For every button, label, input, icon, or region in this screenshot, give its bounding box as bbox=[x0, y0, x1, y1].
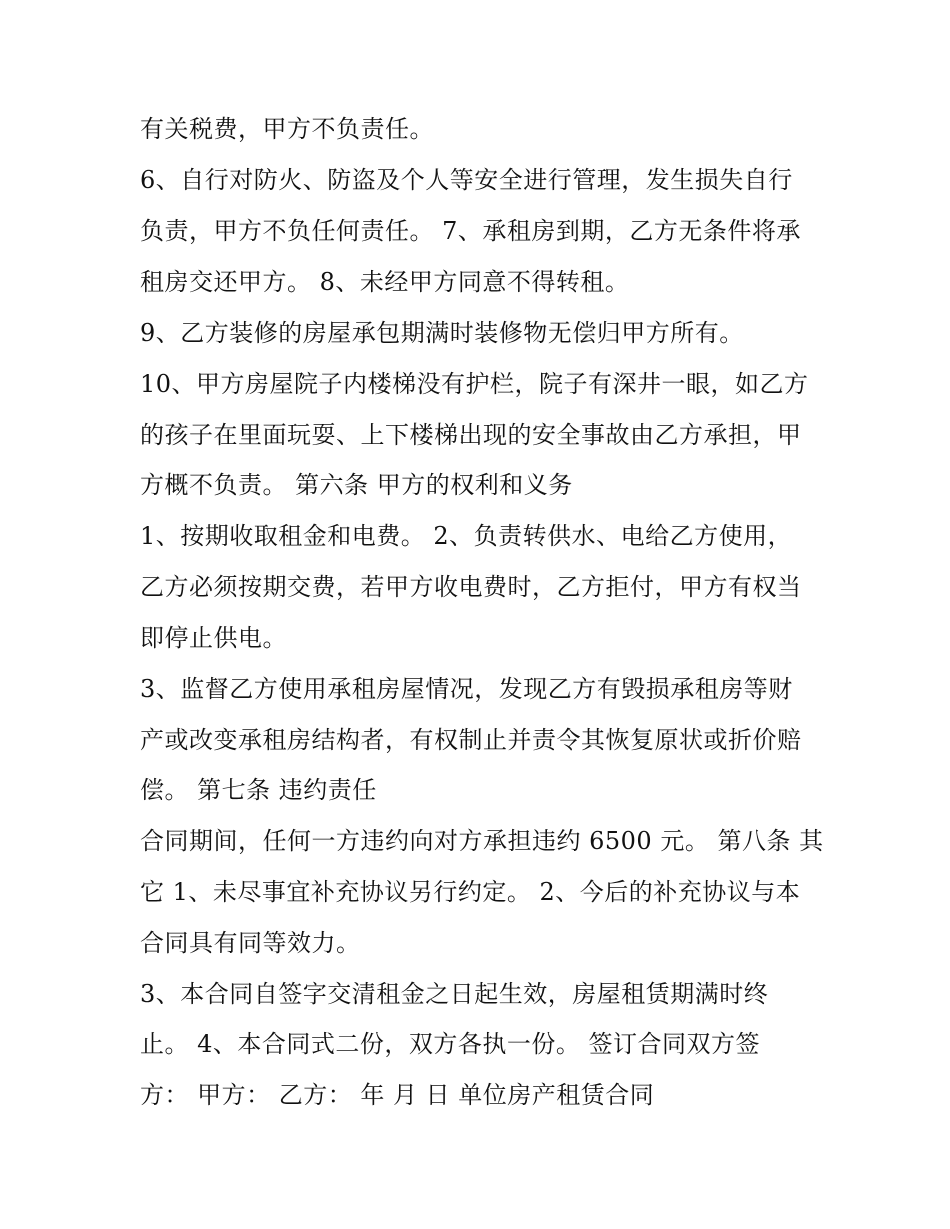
text-line-20: 方： 甲方： 乙方： 年 月 日 单位房产租赁合同 bbox=[140, 1081, 655, 1109]
text-line-14: 偿。 第七条 违约责任 bbox=[140, 776, 377, 804]
text-line-5: 9、乙方装修的房屋承包期满时装修物无偿归甲方所有。 bbox=[140, 319, 744, 347]
text-line-3: 负责，甲方不负任何责任。 7、承租房到期，乙方无条件将承 bbox=[140, 217, 801, 245]
text-line-11: 即停止供电。 bbox=[140, 624, 287, 652]
text-line-8: 方概不负责。 第六条 甲方的权利和义务 bbox=[140, 471, 573, 499]
text-line-4: 租房交还甲方。 8、未经甲方同意不得转租。 bbox=[140, 268, 630, 296]
text-line-9: 1、按期收取租金和电费。 2、负责转供水、电给乙方使用， bbox=[140, 522, 793, 550]
text-line-6: 10、甲方房屋院子内楼梯没有护栏，院子有深井一眼，如乙方 bbox=[140, 370, 809, 398]
text-line-12: 3、监督乙方使用承租房屋情况，发现乙方有毁损承租房等财 bbox=[140, 675, 793, 703]
text-line-2: 6、自行对防火、防盗及个人等安全进行管理，发生损失自行 bbox=[140, 166, 793, 194]
text-line-16: 它 1、未尽事宜补充协议另行约定。 2、今后的补充协议与本 bbox=[140, 878, 801, 906]
text-line-7: 的孩子在里面玩耍、上下楼梯出现的安全事故由乙方承担，甲 bbox=[140, 421, 802, 449]
text-line-10: 乙方必须按期交费，若甲方收电费时，乙方拒付，甲方有权当 bbox=[140, 573, 802, 601]
text-line-18: 3、本合同自签字交清租金之日起生效，房屋租赁期满时终 bbox=[140, 980, 769, 1008]
text-line-15: 合同期间，任何一方违约向对方承担违约 6500 元。 第八条 其 bbox=[140, 827, 824, 855]
text-line-13: 产或改变承租房结构者，有权制止并责令其恢复原状或折价赔 bbox=[140, 726, 802, 754]
text-line-19: 止。 4、本合同式二份，双方各执一份。 签订合同双方签 bbox=[140, 1030, 761, 1058]
text-line-1: 有关税费，甲方不负责任。 bbox=[140, 115, 434, 143]
text-line-17: 合同具有同等效力。 bbox=[140, 929, 361, 957]
